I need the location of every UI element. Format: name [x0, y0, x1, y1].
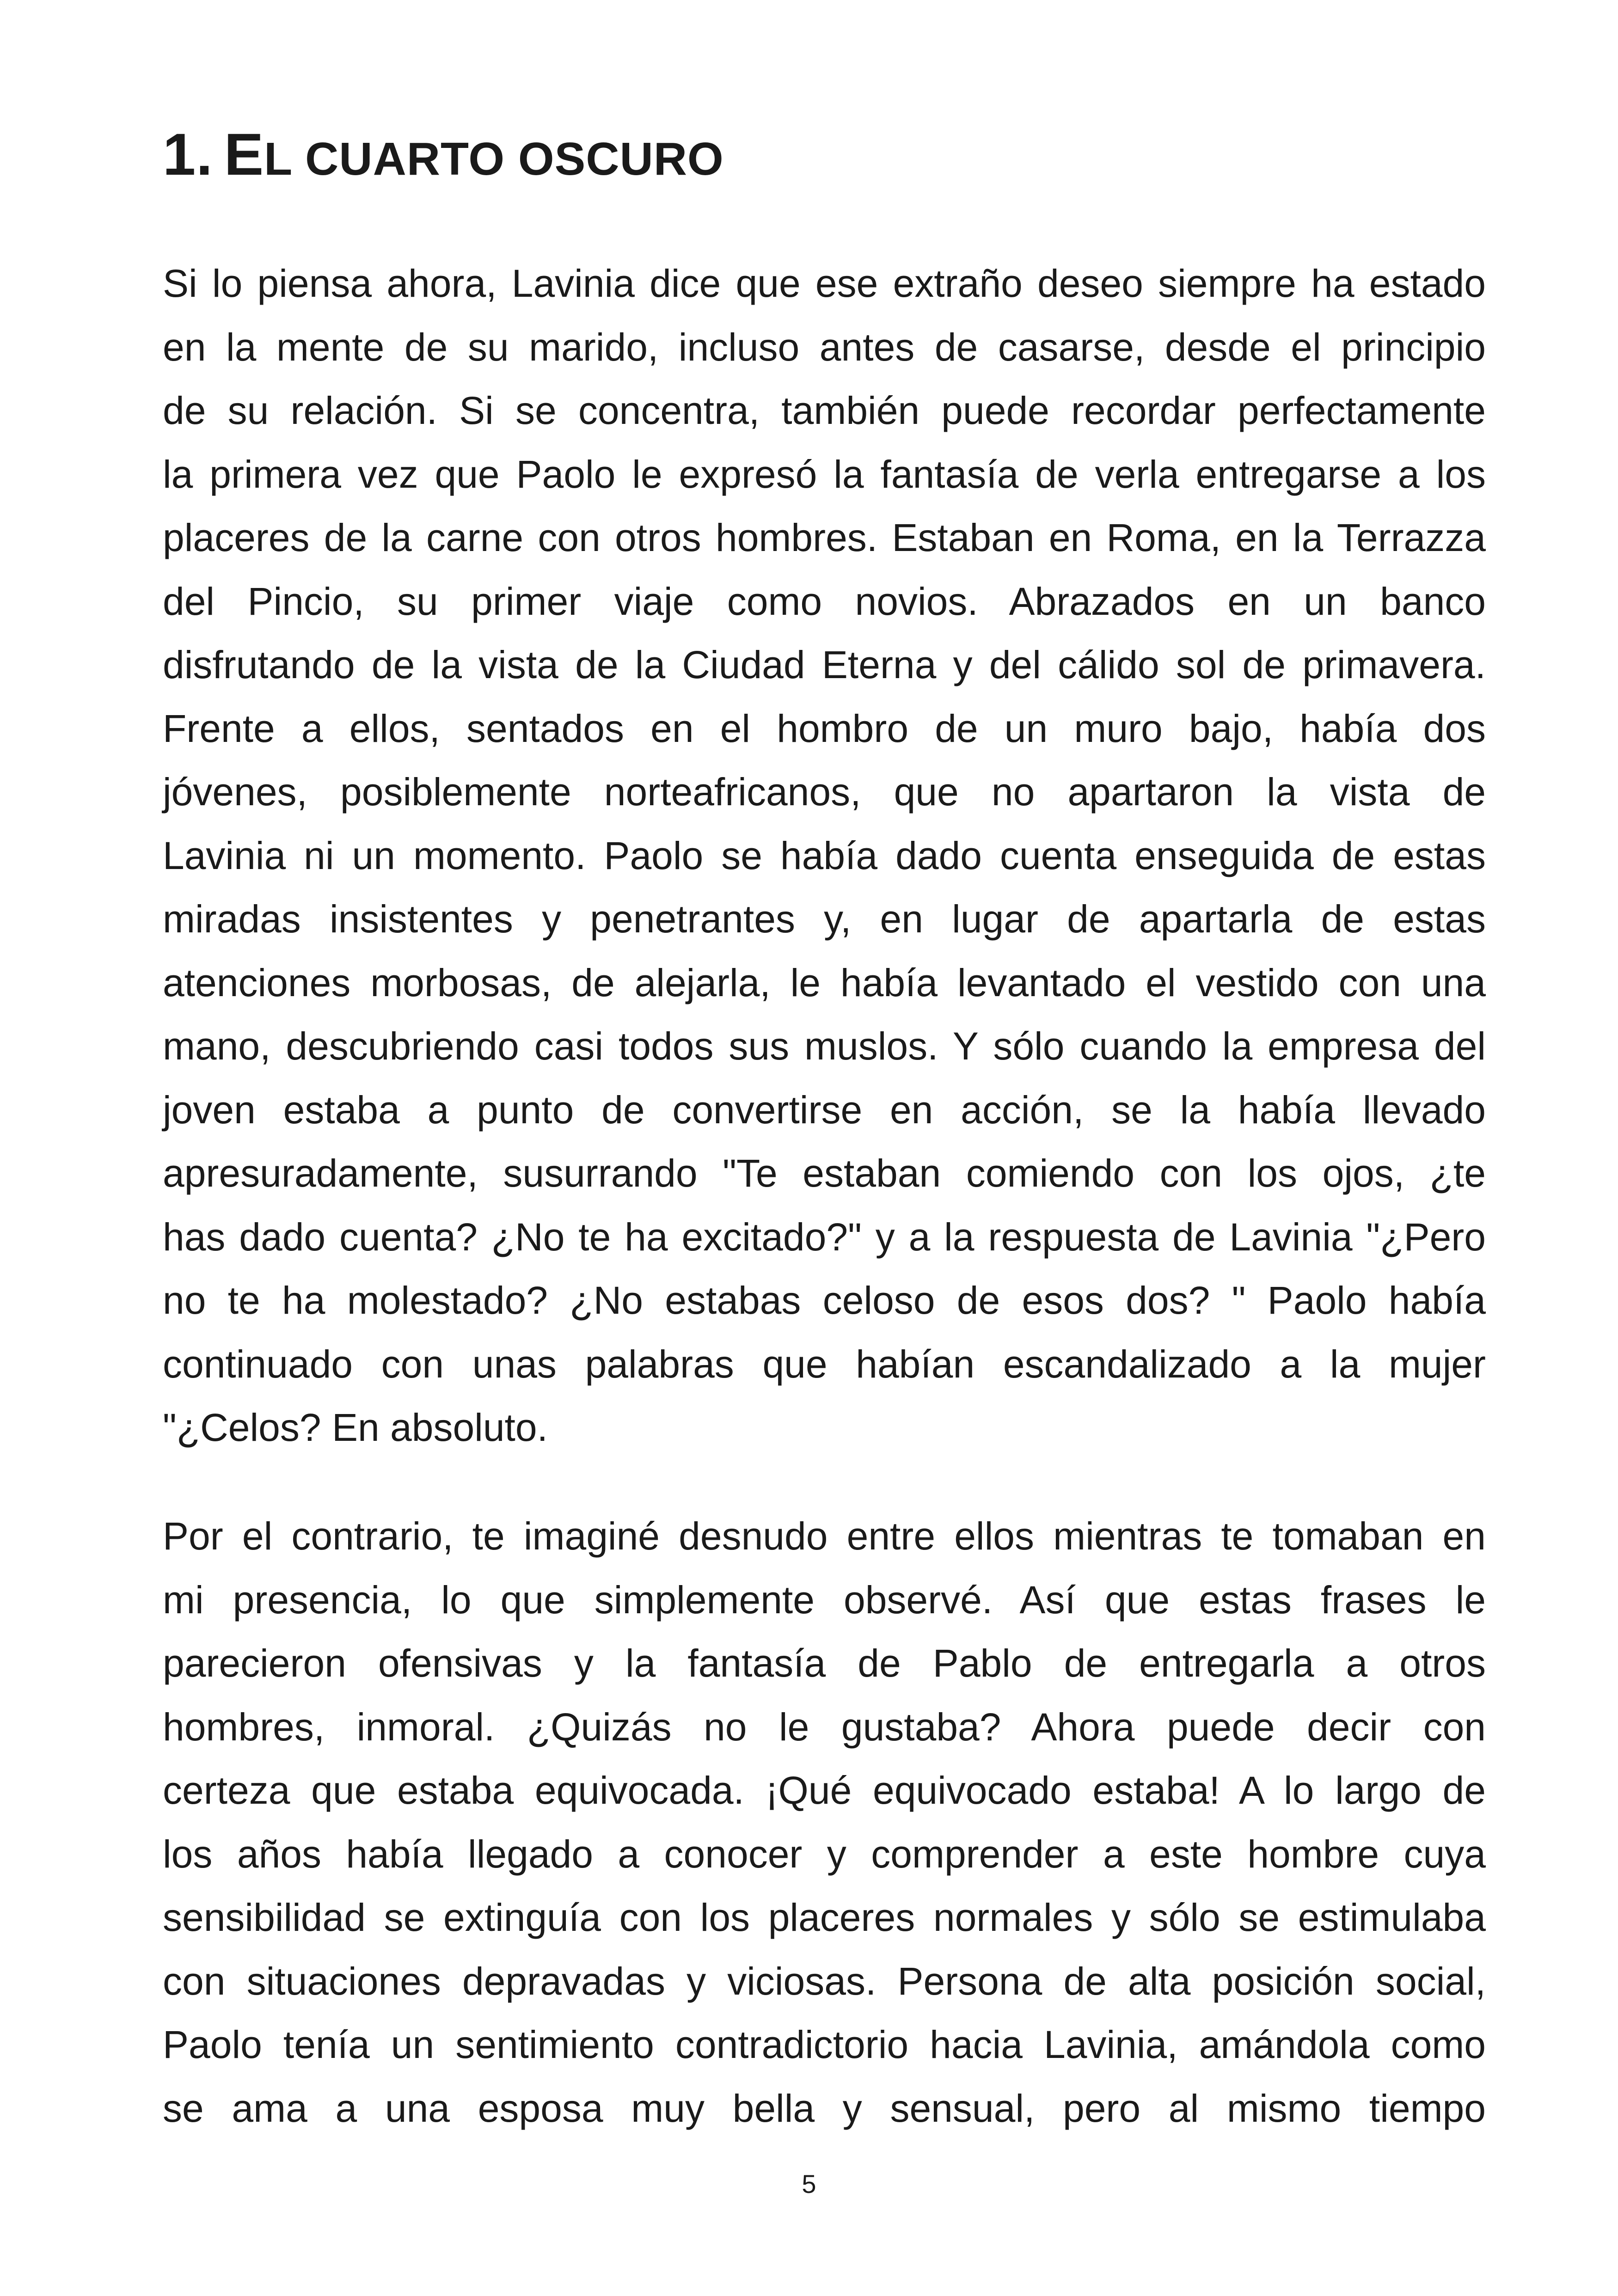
text-line: hombres, inmoral. ¿Quizás no le gustaba? Ahora puede decir con [163, 1705, 1486, 1749]
text-line: disfrutando de la vista de la Ciudad Eterna y del cálido sol de primavera. [163, 643, 1486, 686]
chapter-title-initial: E [224, 122, 264, 188]
chapter-title-rest: L CUARTO OSCURO [264, 133, 724, 185]
text-line: certeza que estaba equivocada. ¡Qué equivocado estaba! A lo largo de [163, 1769, 1486, 1812]
text-line: en la mente de su marido, incluso antes de casarse, desde el principio [163, 325, 1486, 369]
text-line: joven estaba a punto de convertirse en acción, se la había llevado [163, 1088, 1486, 1132]
text-line: se ama a una esposa muy bella y sensual, pero al mismo tiempo [163, 2086, 1486, 2130]
text-line: has dado cuenta? ¿No te ha excitado?" y a la respuesta de Lavinia "¿Pero [163, 1215, 1486, 1259]
text-line: Por el contrario, te imaginé desnudo entre ellos mientras te tomaban en [163, 1514, 1486, 1558]
text-line: mi presencia, lo que simplemente observé. Así que estas frases le [163, 1578, 1486, 1622]
text-line: Lavinia ni un momento. Paolo se había dado cuenta enseguida de estas [163, 833, 1486, 877]
text-line: jóvenes, posiblemente norteafricanos, que no apartaron la vista de [163, 770, 1486, 814]
page-number: 5 [802, 2169, 816, 2198]
text-line: la primera vez que Paolo le expresó la fantasía de verla entregarse a los [163, 452, 1486, 496]
text-line: parecieron ofensivas y la fantasía de Pablo de entregarla a otros [163, 1641, 1486, 1685]
text-line: "¿Celos? En absoluto. [163, 1406, 548, 1449]
paragraph-2 [163, 1505, 1486, 2140]
text-line: sensibilidad se extinguía con los placeres normales y sólo se estimulaba [163, 1896, 1486, 1939]
text-line: placeres de la carne con otros hombres. Estaban en Roma, en la Terrazza [163, 516, 1486, 559]
text-line: miradas insistentes y penetrantes y, en lugar de apartarla de estas [163, 897, 1486, 941]
chapter-title [163, 116, 724, 198]
text-line: Frente a ellos, sentados en el hombro de un muro bajo, había dos [163, 706, 1486, 750]
text-line: los años había llegado a conocer y comprender a este hombre cuya [163, 1832, 1486, 1876]
paragraph-1 [163, 252, 1486, 1460]
text-line: con situaciones depravadas y viciosas. Persona de alta posición social, [163, 1959, 1486, 2003]
text-line: continuado con unas palabras que habían escandalizado a la mujer [163, 1342, 1486, 1386]
text-line: no te ha molestado? ¿No estabas celoso de esos dos? " Paolo había [163, 1279, 1486, 1322]
text-line: apresuradamente, susurrando "Te estaban comiendo con los ojos, ¿te [163, 1151, 1486, 1195]
text-line: atenciones morbosas, de alejarla, le había levantado el vestido con una [163, 961, 1486, 1004]
chapter-number: 1. [163, 122, 213, 188]
text-line: Paolo tenía un sentimiento contradictorio hacia Lavinia, amándola como [163, 2023, 1486, 2066]
text-line: del Pincio, su primer viaje como novios. Abrazados en un banco [163, 579, 1486, 623]
text-line: de su relación. Si se concentra, también puede recordar perfectamente [163, 389, 1486, 432]
text-line: mano, descubriendo casi todos sus muslos. Y sólo cuando la empresa del [163, 1024, 1486, 1068]
text-line: Si lo piensa ahora, Lavinia dice que ese extraño deseo siempre ha estado [163, 262, 1486, 305]
